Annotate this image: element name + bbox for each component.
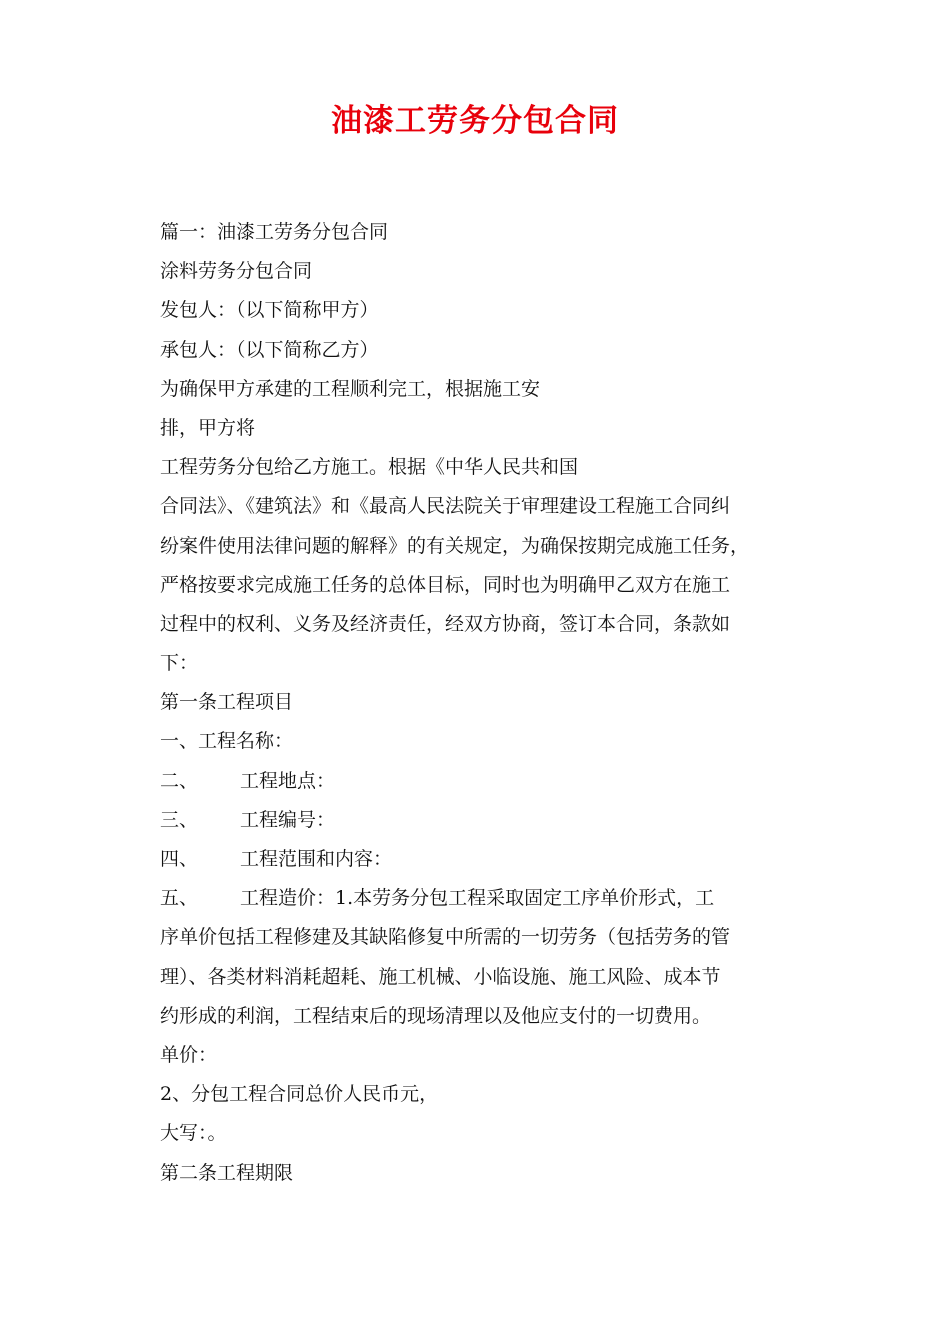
- document-title: 油漆工劳务分包合同: [331, 103, 619, 139]
- party-b-line: 承包人：（以下简称乙方）: [160, 338, 379, 361]
- article-heading: 第二条工程期限: [160, 1161, 294, 1184]
- paragraph-line: 序单价包括工程修建及其缺陷修复中所需的一切劳务（包括劳务的管: [160, 926, 731, 949]
- list-item-number: 五、: [160, 887, 199, 910]
- list-item: [160, 879, 800, 918]
- section-heading: 篇一：油漆工劳务分包合同: [160, 221, 389, 243]
- paragraph-line: 排，甲方将: [160, 416, 256, 439]
- list-item: [160, 801, 800, 840]
- list-item-number: 二、: [160, 769, 199, 792]
- paragraph-line: 过程中的权利、义务及经济责任，经双方协商，签订本合同，条款如: [160, 612, 731, 635]
- amount-in-words-line: 大写：。: [160, 1122, 227, 1145]
- paragraph-line: 为确保甲方承建的工程顺利完工，根据施工安: [160, 377, 541, 400]
- total-price-line: 2、分包工程合同总价人民币元，: [160, 1083, 439, 1106]
- project-name-line: 一、工程名称：: [160, 730, 294, 753]
- article-heading: 第一条工程项目: [160, 691, 294, 714]
- paragraph-line: 纷案件使用法律问题的解释》的有关规定，为确保按期完成施工任务，: [160, 534, 750, 557]
- paragraph-line: 合同法》、《建筑法》和《最高人民法院关于审理建设工程施工合同纠: [160, 495, 731, 518]
- paragraph-line: 理）、各类材料消耗超耗、施工机械、小临设施、施工风险、成本节: [160, 965, 721, 988]
- contract-subtitle: 涂料劳务分包合同: [160, 260, 313, 283]
- paragraph-line: 下：: [160, 652, 199, 675]
- paragraph-line: 工程劳务分包给乙方施工。根据《中华人民共和国: [160, 456, 579, 479]
- list-item-number: 四、: [160, 848, 199, 870]
- paragraph-line: 严格按要求完成施工任务的总体目标，同时也为明确甲乙双方在施工: [160, 573, 731, 596]
- paragraph-line: 约形成的利润，工程结束后的现场清理以及他应支付的一切费用。: [160, 1004, 712, 1027]
- list-item-text: 工程造价：1.本劳务分包工程采取固定工序单价形式，工: [240, 887, 715, 910]
- party-a-line: 发包人：（以下简称甲方）: [160, 299, 379, 322]
- list-item-text: 工程编号：: [240, 808, 336, 831]
- list-item-text: 工程地点：: [240, 769, 336, 792]
- list-item: [160, 840, 800, 879]
- list-item: [160, 762, 800, 801]
- list-item-text: 工程范围和内容：: [240, 848, 393, 870]
- list-item-number: 三、: [160, 808, 199, 831]
- unit-price-line: 单价：: [160, 1043, 218, 1066]
- document-body: [160, 213, 800, 1193]
